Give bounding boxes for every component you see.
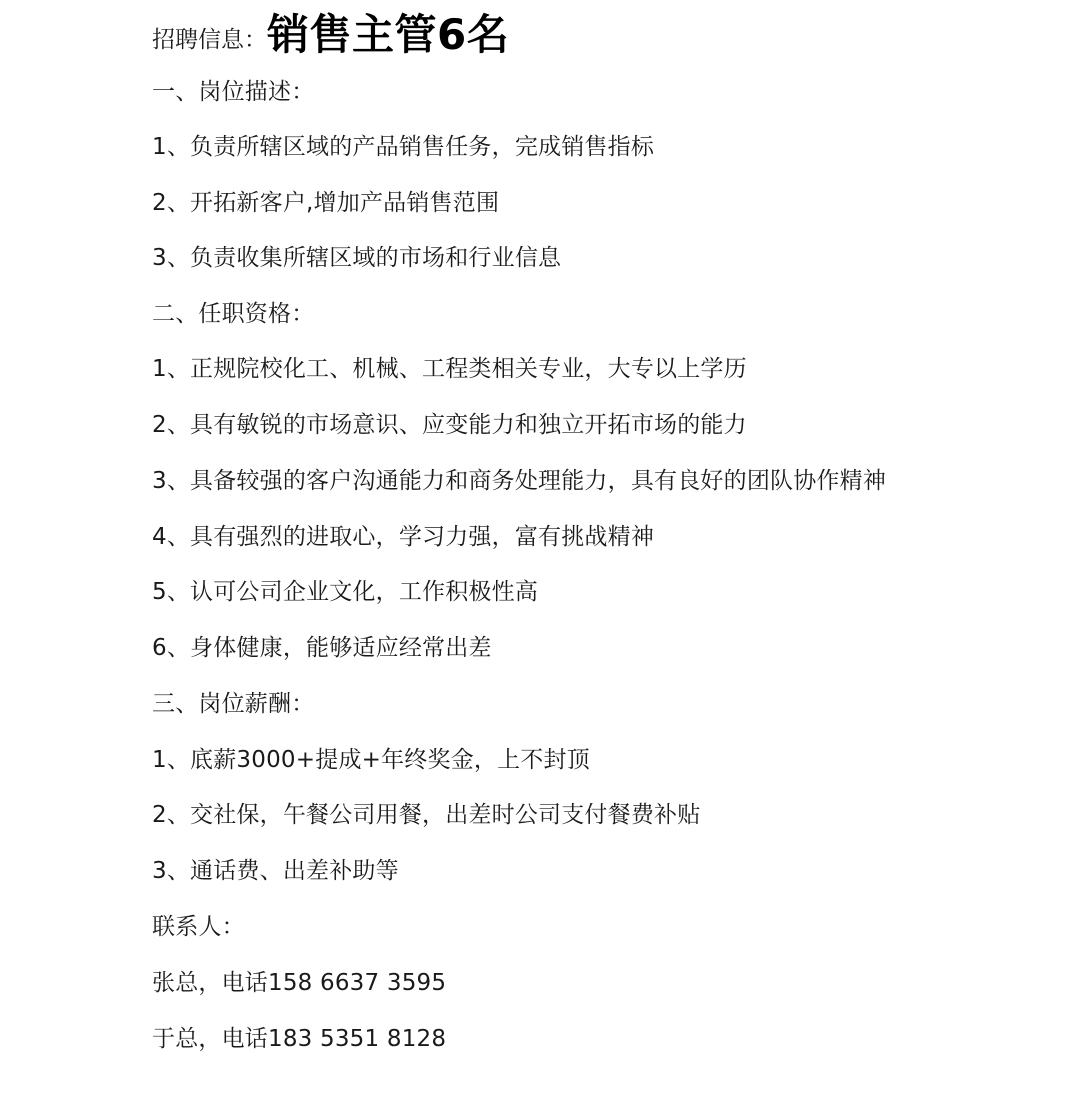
section-heading-requirements: 二、任职资格： — [152, 301, 315, 327]
requirement-item-5: 5、认可公司企业文化，工作积极性高 — [152, 579, 539, 605]
contact-item-1: 张总，电话158 6637 3595 — [152, 970, 447, 996]
salary-item-2: 2、交社保，午餐公司用餐，出差时公司支付餐费补贴 — [152, 802, 701, 828]
job-title: 销售主管6名 — [267, 10, 510, 59]
posting-title — [152, 10, 509, 60]
title-prefix: 招聘信息： — [152, 27, 267, 53]
section-heading-salary: 三、岗位薪酬： — [152, 691, 315, 717]
contact-item-2: 于总，电话183 5351 8128 — [152, 1026, 447, 1052]
duty-item-3: 3、负责收集所辖区域的市场和行业信息 — [152, 245, 562, 271]
salary-item-1: 1、底薪3000+提成+年终奖金，上不封顶 — [152, 747, 590, 773]
section-heading-contact: 联系人： — [152, 914, 245, 940]
requirement-item-1: 1、正规院校化工、机械、工程类相关专业，大专以上学历 — [152, 356, 747, 382]
requirement-item-4: 4、具有强烈的进取心，学习力强，富有挑战精神 — [152, 524, 655, 550]
requirement-item-3: 3、具备较强的客户沟通能力和商务处理能力，具有良好的团队协作精神 — [152, 468, 887, 494]
requirement-item-2: 2、具有敏锐的市场意识、应变能力和独立开拓市场的能力 — [152, 412, 747, 438]
requirement-item-6: 6、身体健康，能够适应经常出差 — [152, 635, 492, 661]
duty-item-2: 2、开拓新客户,增加产品销售范围 — [152, 190, 500, 216]
salary-item-3: 3、通话费、出差补助等 — [152, 858, 399, 884]
section-heading-duties: 一、岗位描述： — [152, 79, 315, 105]
duty-item-1: 1、负责所辖区域的产品销售任务，完成销售指标 — [152, 134, 655, 160]
